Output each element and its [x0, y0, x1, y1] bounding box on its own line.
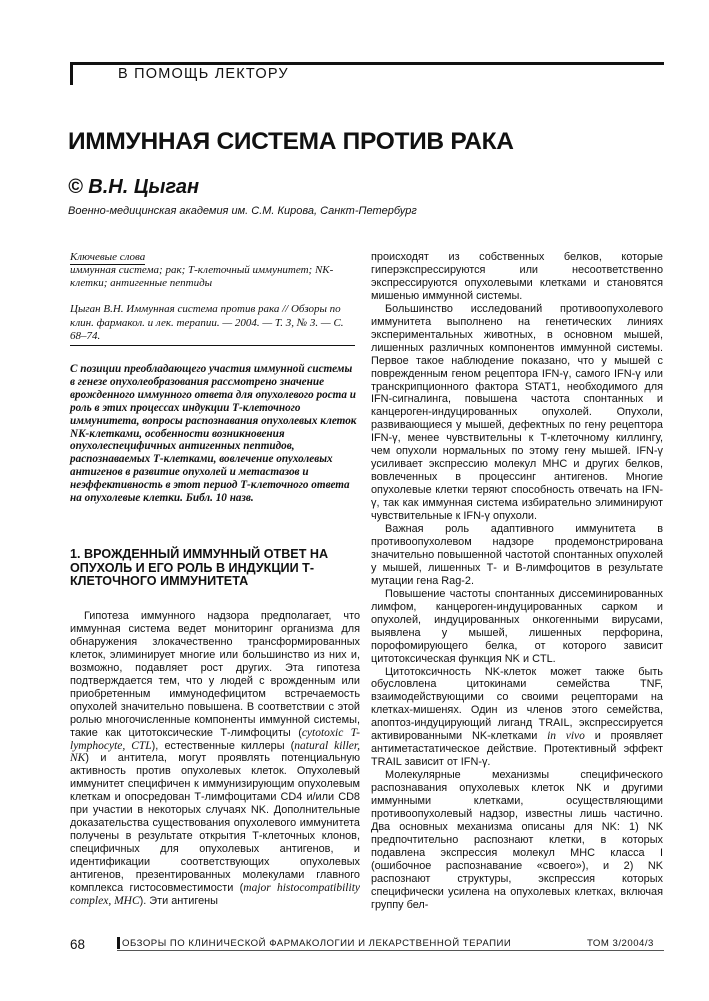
author: © В.Н. Цыган — [68, 176, 200, 198]
section-label: В ПОМОЩЬ ЛЕКТОРУ — [118, 66, 289, 82]
affiliation: Военно-медицинская академия им. С.М. Кирова, Санкт-Петербург — [68, 205, 417, 217]
paragraph: Молекулярные механизмы специфического распознавания опухолевых клеток NK и другими иммунными клетками, осуществляющими противоопухолевый надзор, известны лишь частично. Два основных механизма описаны для NK: 1) NK предпочтительно распознают клетки, в которых подавлена экспрессия молекул MHC класса I (ошибочное распознавание «своего»), и 2) NK распознают структуры, экспрессия которых специфически усилена на опухолевых клетках, включая группу бел- — [371, 769, 663, 911]
keywords: иммунная система; рак; Т-клеточный иммунитет; NK-клетки; антигенные пептиды — [70, 264, 334, 289]
abstract: С позиции преобладающего участия иммунной системы в генезе опухолеобразования рассмотрено значение врожденного иммунного ответа для опухолевого роста и роль в этих процессах индукции Т-клеточного иммунитета, вопросы распознавания опухолевых клеток NK-клетками, особенности возникновения опухолеспецифичных антигенных пептидов, распознаваемых Т-клетками, вовлечение опухолевых антигенов в развитие опухолей и метастазов и неэффективность в этот период Т-клеточного ответа на опухолевые клетки. Библ. 10 назв. — [70, 363, 357, 505]
section-banner — [70, 62, 664, 87]
section-banner-tick — [70, 65, 73, 85]
paragraph: Большинство исследований противоопухолевого иммунитета выполнено на генетических линиях экспериментальных животных, в основном мышей, лишенных различных компонентов иммунной системы. Первое такое наблюдение показано, что у мышей с поврежденным геном рецептора IFN-γ, самого IFN-γ или транскрипционного фактора STAT1, необходимого для IFN-сигналинга, повышена частота спонтанных и канцероген-индуцированных опухолей. Опухоли, развивающиеся у мышей, дефектных по гену рецептора IFN-γ, менее чувствительны к Т-клеточному киллингу, чем опухоли нормальных по этому гену мышей. IFN-γ усиливает экспрессию молекул MHC и других белков, вовлеченных в процессинг антигенов. Многие опухолевые клетки теряют способность отвечать на IFN-γ, так как иммунная система избирательно элиминируют чувствительные к IFN-γ опухоли. — [371, 302, 663, 523]
paragraph: Гипотеза иммунного надзора предполагает, что иммунная система ведет мониторинг организма для обнаружения злокачественно трансформированных клеток, элиминирует многие или большинство из них и, возможно, подавляет рост других. Эта гипотеза подтверждается тем, что у людей с врожденным или приобретенным иммунодефицитом встречаемость опухолей значительно повышена. В соответствии с этой ролью многочисленные компоненты иммунной системы, такие как цитотоксические Т-лимфоциты (cytotoxic T-lymphocyte, CTL), естественные киллеры (natural killer, NK) и антитела, могут проявлять потенциальную активность против опухолевых клеток. Опухолевый иммунитет специфичен к иммунизирующим опухолевым клеткам и опосредован Т-лимфоцитами CD4 и/или CD8 при участии в некоторых случаях NK. Дополнительные доказательства существования опухолевого иммунитета получены в результате открытия Т-клеточных клонов, специфичных для опухолевых антигенов, и идентификации соответствующих опухолевых антигенов, презентированных молекулами главного комплекса гистосовместимости (major histocompatibility complex, MHC). Эти антигены — [70, 610, 360, 907]
page-number: 68 — [70, 937, 86, 952]
issue-info: ТОМ 3/2004/3 — [587, 938, 654, 949]
journal-name: ОБЗОРЫ ПО КЛИНИЧЕСКОЙ ФАРМАКОЛОГИИ И ЛЕКАРСТВЕННОЙ ТЕРАПИИ — [122, 938, 512, 949]
right-column-body — [371, 251, 663, 912]
keywords-heading: Ключевые слова — [70, 251, 146, 263]
paragraph: Цитотоксичность NK-клеток может также быть обусловлена цитокинами семейства TNF, взаимодействующими со своими рецепторами на клетках-мишенях. Один из членов этого семейства, апоптоз-индуцирующий лиганд TRAIL, экспрессируется активированными NK-клетками in vivo и проявляет антиметастатическое действие. Протективный эффект TRAIL зависит от IFN-γ. — [371, 665, 663, 769]
footer-rule — [117, 950, 664, 951]
citation-divider — [70, 345, 355, 346]
paragraph: Важная роль адаптивного иммунитета в противоопухолевом надзоре продемонстрирована значительно повышенной частотой спонтанных опухолей у мышей, лишенных Т- и В-лимфоцитов в результате мутации гена Rag-2. — [371, 523, 663, 587]
citation: Цыган В.Н. Иммунная система против рака // Обзоры по клин. фармакол. и лек. терапии. — 2004. — Т. 3, № 3. — С. 68–74. — [70, 303, 344, 342]
section-heading-1: 1. ВРОЖДЕННЫЙ ИММУННЫЙ ОТВЕТ НА ОПУХОЛЬ И ЕГО РОЛЬ В ИНДУКЦИИ Т-КЛЕТОЧНОГО ИММУНИТЕТА — [70, 547, 329, 588]
paragraph: Повышение частоты спонтанных диссеминированных лимфом, канцероген-индуцированных сарком и опухолей, индуцированных онкогенными вирусами, выявлена у мышей, лишенных перфорина, порофомирующего белка, от которого зависит цитотоксическая функция NK и CTL. — [371, 587, 663, 665]
paragraph: происходят из собственных белков, которые гиперэкспрессируются или несоответственно экспрессируются опухолевыми клетками и становятся мишенью иммунной системы. — [371, 251, 663, 302]
left-column-body — [70, 610, 360, 908]
article-title: ИММУННАЯ СИСТЕМА ПРОТИВ РАКА — [68, 128, 514, 155]
footer-bar — [117, 937, 120, 949]
